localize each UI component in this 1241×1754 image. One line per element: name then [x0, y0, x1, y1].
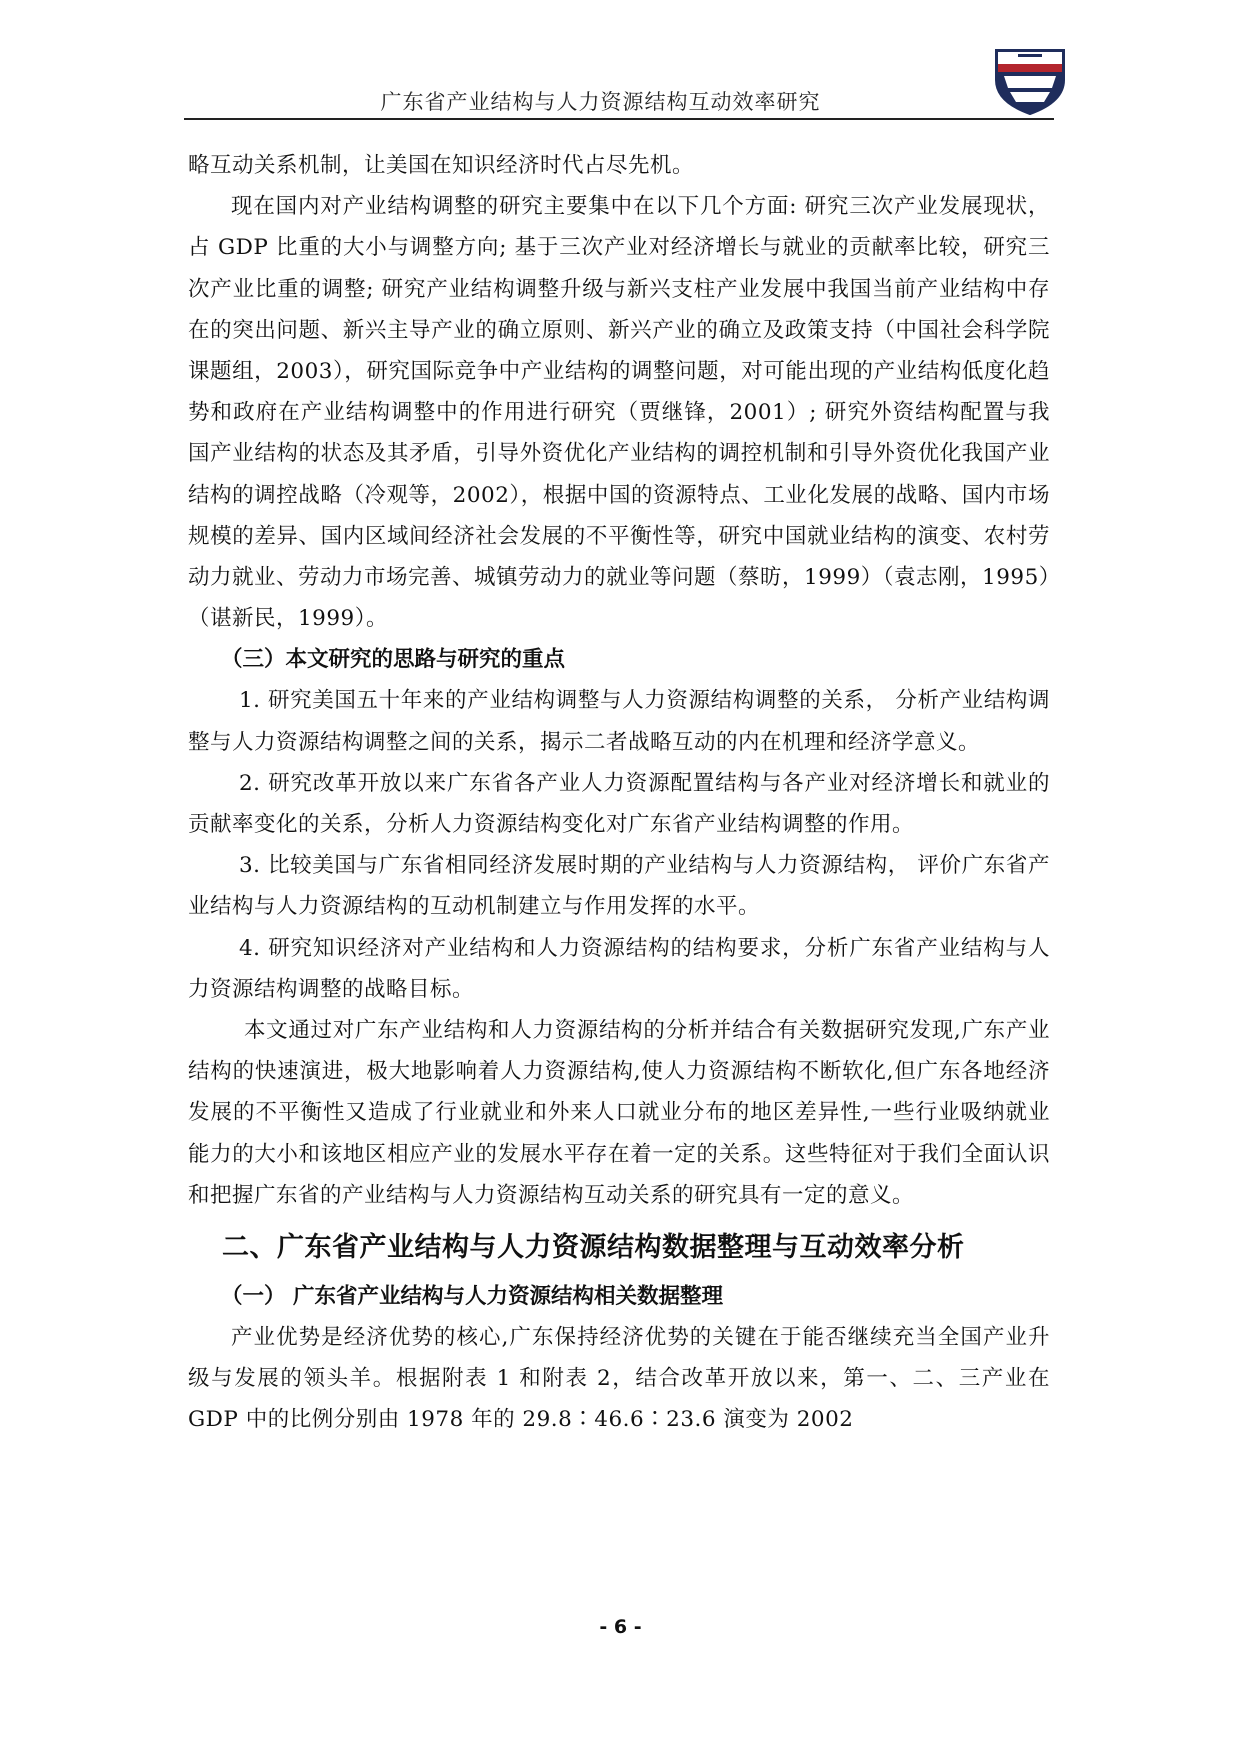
list-item: 2. 研究改革开放以来广东省各产业人力资源配置结构与各产业对经济增长和就业的贡献率变化的关系，分析人力资源结构变化对广东省产业结构调整的作用。	[188, 770, 1050, 838]
chapter-heading: 二、广东省产业结构与人力资源结构数据整理与互动效率分析	[222, 1232, 965, 1264]
paragraph: 本文通过对广东产业结构和人力资源结构的分析并结合有关数据研究发现,广东产业结构的快速演进，极大地影响着人力资源结构,使人力资源结构不断软化,但广东各地经济发展的不平衡性又造成了行业就业和外来人口就业分布的地区差异性,一些行业吸纳就业能力的大小和该地区相应产业的发展水平存在着一定的关系。这些特征对于我们全面认识和把握广东省的产业结构与人力资源结构互动关系的研究具有一定的意义。	[188, 1018, 1050, 1208]
list-item: 3. 比较美国与广东省相同经济发展时期的产业结构与人力资源结构， 评价广东省产业结构与人力资源结构的互动机制建立与作用发挥的水平。	[188, 853, 1050, 920]
university-crest-icon	[990, 42, 1070, 116]
paragraph: 略互动关系机制，让美国在知识经济时代占尽先机。	[188, 153, 695, 178]
paragraph: 产业优势是经济优势的核心,广东保持经济优势的关键在于能否继续充当全国产业升级与发展的领头羊。根据附表 1 和附表 2，结合改革开放以来，第一、二、三产业在 GDP 中的比例分别由 1978 年的 29.8∶46.6∶23.6 演变为 2002	[188, 1325, 1050, 1433]
page-body	[188, 145, 1050, 1441]
page-number: - 6 -	[599, 1616, 642, 1638]
list-item: 4. 研究知识经济对产业结构和人力资源结构的结构要求，分析广东省产业结构与人力资源结构调整的战略目标。	[188, 935, 1050, 1002]
header-rule	[184, 118, 1054, 120]
section-heading: （三）本文研究的思路与研究的重点	[221, 647, 566, 673]
section-heading: （一） 广东省产业结构与人力资源结构相关数据整理	[221, 1284, 723, 1310]
list-item: 1. 研究美国五十年来的产业结构调整与人力资源结构调整的关系， 分析产业结构调整与人力资源结构调整之间的关系，揭示二者战略互动的内在机理和经济学意义。	[188, 688, 1050, 755]
paragraph: 现在国内对产业结构调整的研究主要集中在以下几个方面: 研究三次产业发展现状，占 GDP 比重的大小与调整方向; 基于三次产业对经济增长与就业的贡献率比较，研究三次产业比重的调整; 研究产业结构调整升级与新兴支柱产业发展中我国当前产业结构中存在的突出问题、新兴主导产业的确立原则、新兴产业的确立及政策支持（中国社会科学院课题组，2003），研究国际竞争中产业结构的调整问题，对可能出现的产业结构低度化趋势和政府在产业结构调整中的作用进行研究（贾继锋，2001）; 研究外资结构配置与我国产业结构的状态及其矛盾，引导外资优化产业结构的调控机制和引导外资优化我国产业结构的调控战略（冷观等，2002），根据中国的资源特点、工业化发展的战略、国内市场规模的差异、国内区域间经济社会发展的不平衡性等，研究中国就业结构的演变、农村劳动力就业、劳动力市场完善、城镇劳动力的就业等问题（蔡昉，1999）（袁志刚，1995）（谌新民，1999）。	[188, 194, 1050, 632]
running-title: 广东省产业结构与人力资源结构互动效率研究	[380, 90, 821, 114]
